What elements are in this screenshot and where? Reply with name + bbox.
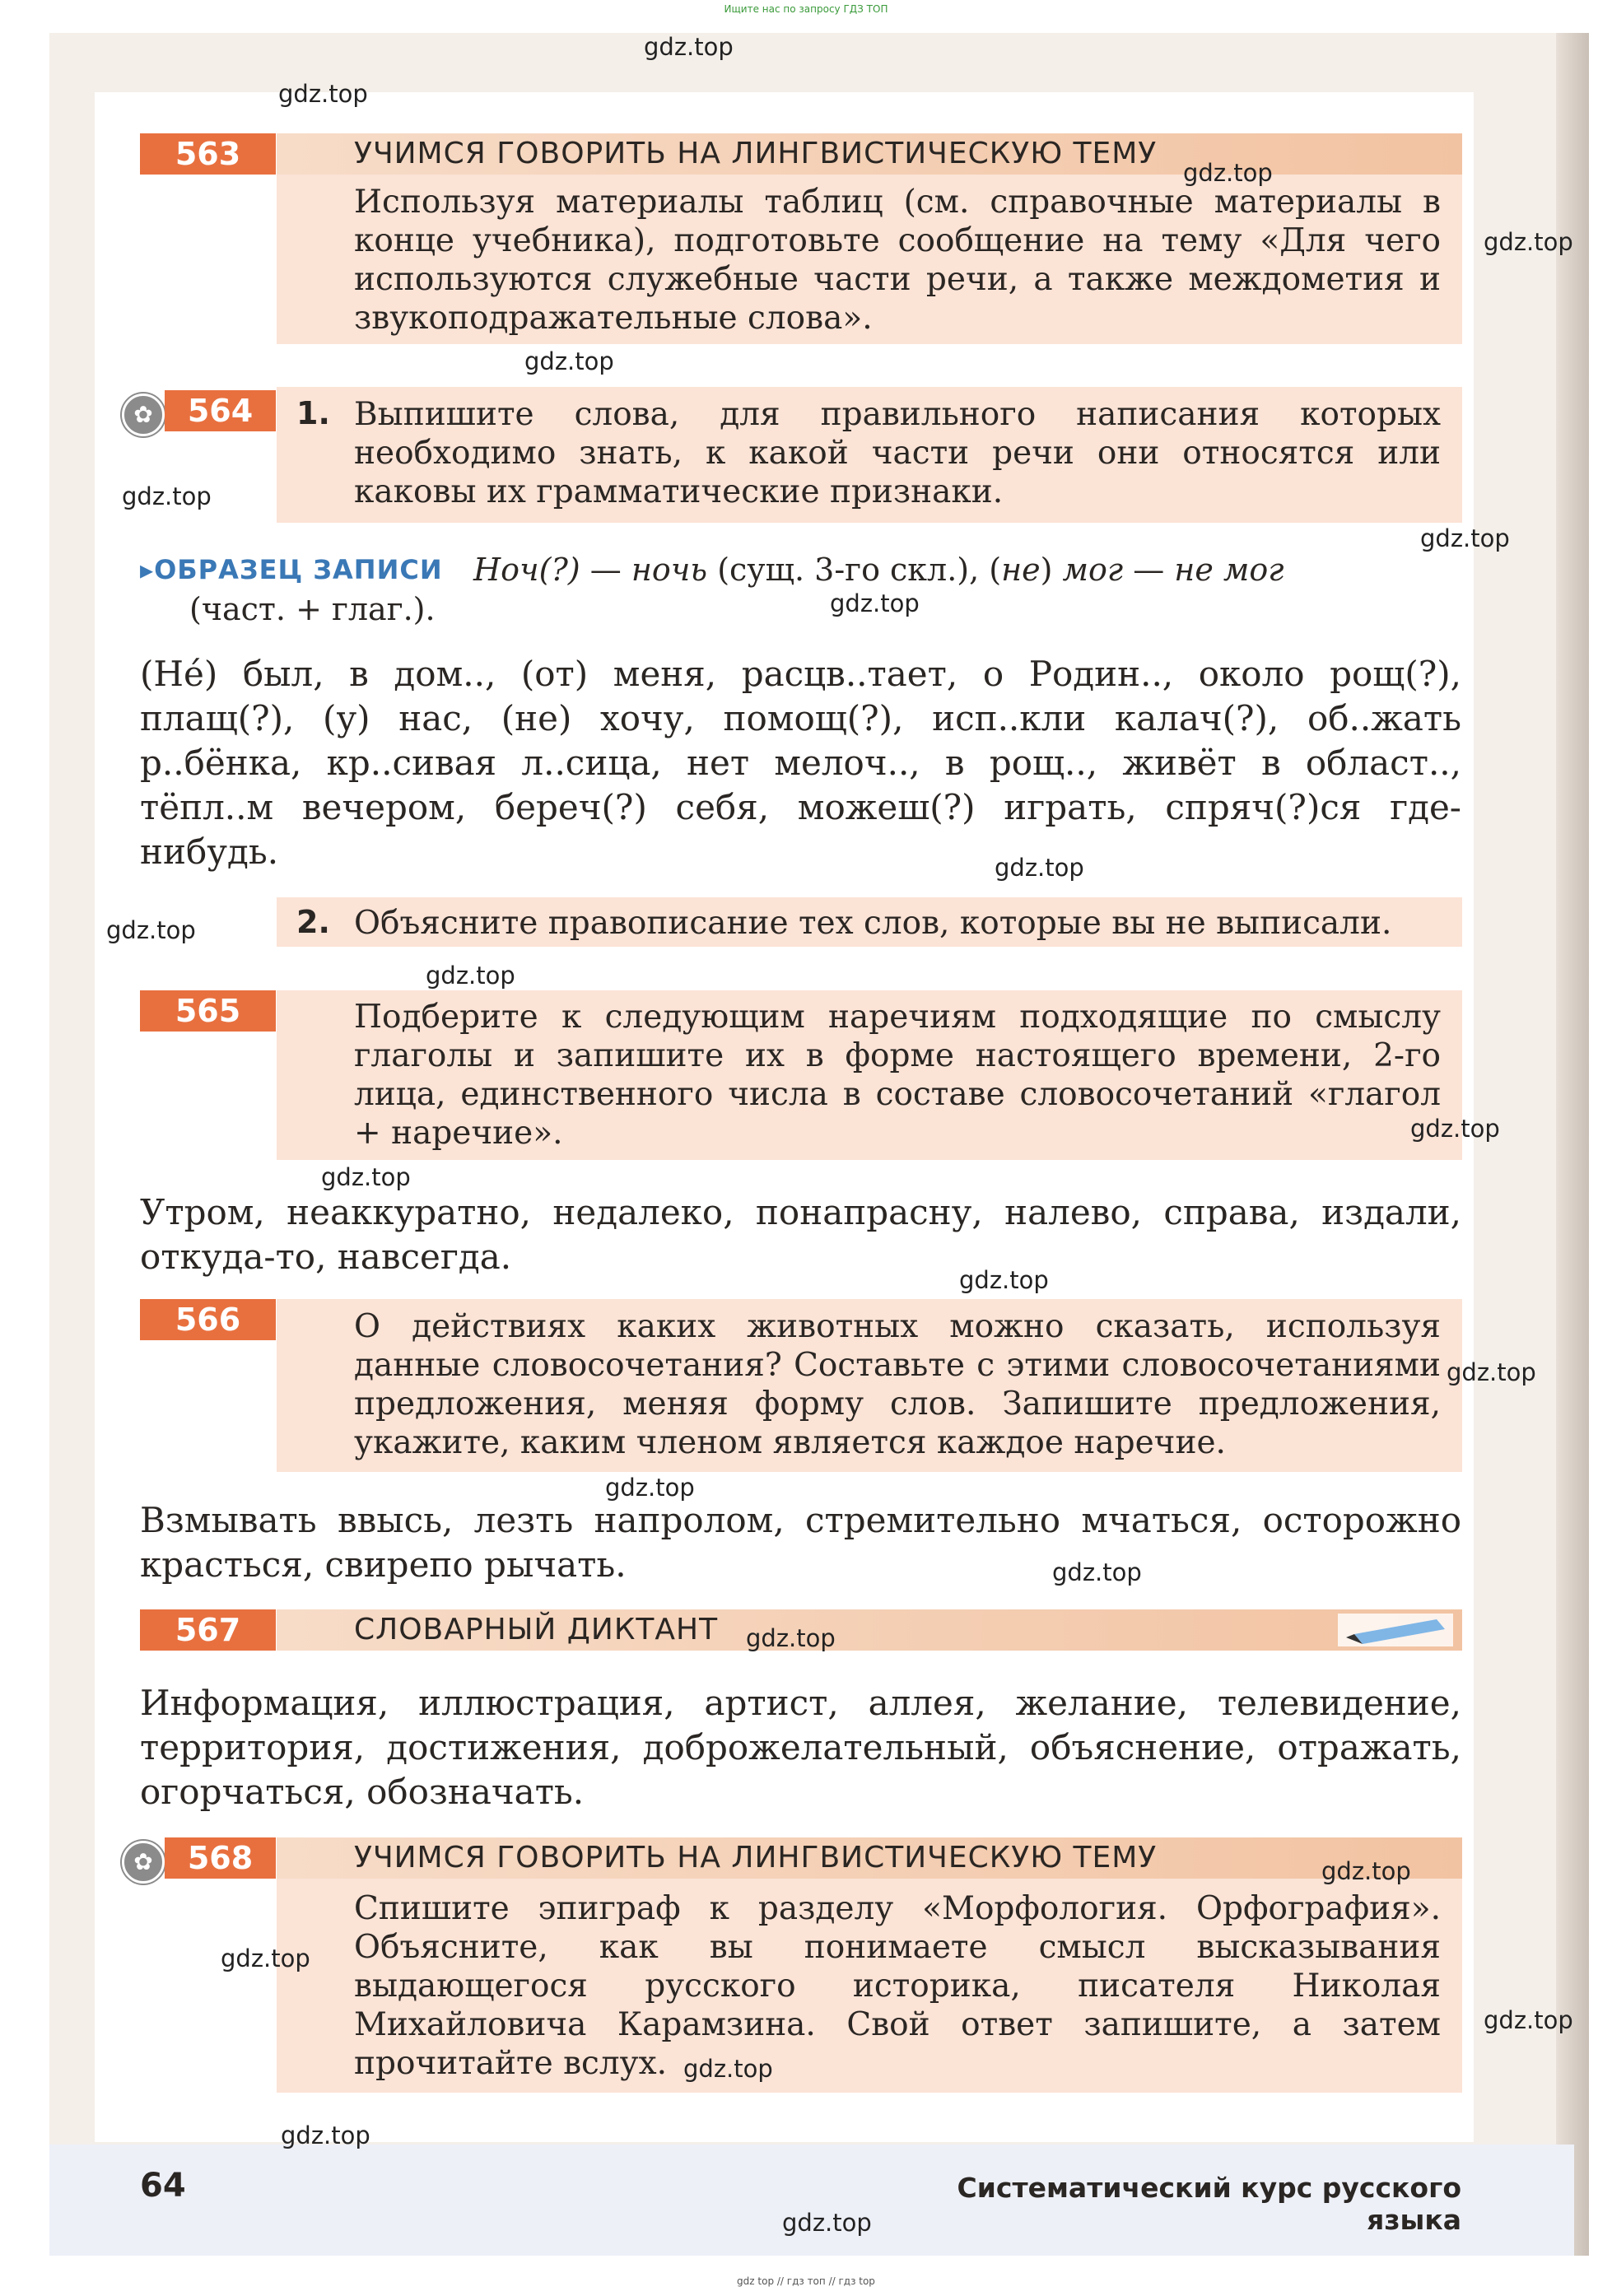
task-565-exercise: Утром, неаккуратно, недалеко, понапрасну, налево, справа, издали, откуда-то, навсегда. [140,1192,1461,1277]
task-566-exercise: Взмывать ввысь, лезть напролом, стремительно мчаться, осторожно красться, свирепо рычать. [140,1500,1461,1585]
sample-word-2: ночь [631,552,708,588]
running-head: Систематический курс русского языка [957,2172,1461,2236]
watermark: gdz.top [1447,1358,1536,1386]
watermark: gdz.top [278,80,368,108]
top-note: Ищите нас по запросу ГДЗ ТОП [724,3,888,15]
watermark: gdz.top [426,962,515,990]
flower-icon: ✿ [122,1841,165,1884]
watermark: gdz.top [1410,1115,1500,1143]
sample-word-5: не мог [1174,552,1284,588]
watermark: gdz.top [321,1163,411,1191]
task-564-part2-number: 2. [296,904,330,940]
watermark: gdz.top [1052,1558,1142,1586]
task-566-number: 566 [140,1299,276,1340]
task-565-number: 565 [140,990,276,1032]
sample-line-2: (част. + глаг.). [189,591,436,627]
watermark: gdz.top [1484,2006,1573,2034]
task-567-number: 567 [140,1609,276,1651]
flower-icon: ✿ [122,394,165,436]
watermark: gdz.top [644,33,734,61]
sample-paren: ) [1040,552,1063,588]
page-number: 64 [140,2167,186,2205]
task-563-text: Используя материалы таблиц (см. справочные материалы в конце учебника), подготовьте сообщение на тему «Для чего используются служебные части речи, а также междометия и звукоподражательные слова». [354,184,1441,337]
watermark: gdz.top [106,916,196,944]
sample-note-1: (сущ. 3-го скл.), ( [707,552,1002,588]
watermark: gdz.top [122,482,212,510]
task-568-text: Спишите эпиграф к разделу «Морфология. Орфография». Объясните, как вы понимаете смысл высказывания выдающегося русского историка, писателя Николая Михайловича Карамзина. Свой ответ запишите, а затем прочитайте вслух. [354,1890,1441,2082]
watermark: gdz.top [1484,228,1573,256]
footer-note: gdz top // гдз топ // гдз top [737,2275,875,2287]
watermark: gdz.top [605,1474,695,1502]
watermark: gdz.top [995,854,1084,882]
watermark: gdz.top [281,2121,370,2149]
task-563-number: 563 [140,133,276,175]
task-568-number: 568 [165,1837,276,1879]
watermark: gdz.top [1321,1857,1411,1885]
watermark: gdz.top [782,2209,872,2237]
watermark: gdz.top [524,347,614,375]
task-564-part1-text: Выпишите слова, для правильного написания которых необходимо знать, к какой части речи они относятся или каковы их грамматические признаки. [354,396,1441,510]
watermark: gdz.top [746,1624,836,1652]
task-564-number: 564 [165,390,276,431]
task-564-part1-number: 1. [296,395,330,431]
task-565-text: Подберите к следующим наречиям подходящие по смыслу глаголы и запишите их в форме настоящего времени, 2-го лица, единственного числа в составе словосочетаний «глагол + наречие». [354,999,1441,1152]
watermark: gdz.top [1183,159,1273,187]
task-564-part2-text: Объясните правописание тех слов, которые вы не выписали. [354,905,1392,942]
sample-word-3: не [1001,552,1041,588]
task-567-exercise: Информация, иллюстрация, артист, аллея, желание, телевидение, территория, достижения, доброжелательный, объяснение, отражать, огорчаться, обозначать. [140,1683,1461,1812]
watermark: gdz.top [683,2055,773,2083]
pencil-icon [1321,1609,1461,1651]
sample-dash-2: — [1123,552,1175,588]
sample-arrow-icon: ▸ [140,554,155,585]
task-564-exercise: (Не́) был, в дом.., (от) меня, расцв..тает, о Родин.., около рощ(?), плащ(?), (у) нас, (не) хочу, помощ(?), исп..кли калач(?), об..жать р..бёнка, кр..сивая л..сица, нет мелоч.., в рощ.., живёт в област.., тёпл..м вечером, береч(?) себя, можеш(?) играть, спряч(?)ся где-нибудь. [140,654,1461,872]
sample-dash-1: — [580,552,631,588]
sample-line-1 [473,550,1461,589]
watermark: gdz.top [830,589,920,617]
sample-word-4: мог [1062,552,1124,588]
watermark: gdz.top [959,1266,1049,1294]
sample-label [140,554,443,585]
watermark: gdz.top [221,1944,310,1972]
sample-label-text: ОБРАЗЕЦ ЗАПИСИ [154,554,443,585]
task-566-text: О действиях каких животных можно сказать, используя данные словосочетания? Составьте с этими словосочетаниями предложения, меняя форму слов. Запишите предложения, укажите, каким членом является каждое наречие. [354,1308,1441,1461]
task-563-heading: УЧИМСЯ ГОВОРИТЬ НА ЛИНГВИСТИЧЕСКУЮ ТЕМУ [354,137,1158,170]
task-567-heading: СЛОВАРНЫЙ ДИКТАНТ [354,1613,719,1646]
sample-word-1: Ноч(?) [473,552,580,588]
task-568-heading: УЧИМСЯ ГОВОРИТЬ НА ЛИНГВИСТИЧЕСКУЮ ТЕМУ [354,1841,1158,1875]
watermark: gdz.top [1420,524,1510,552]
book-spine [1556,33,1589,2256]
